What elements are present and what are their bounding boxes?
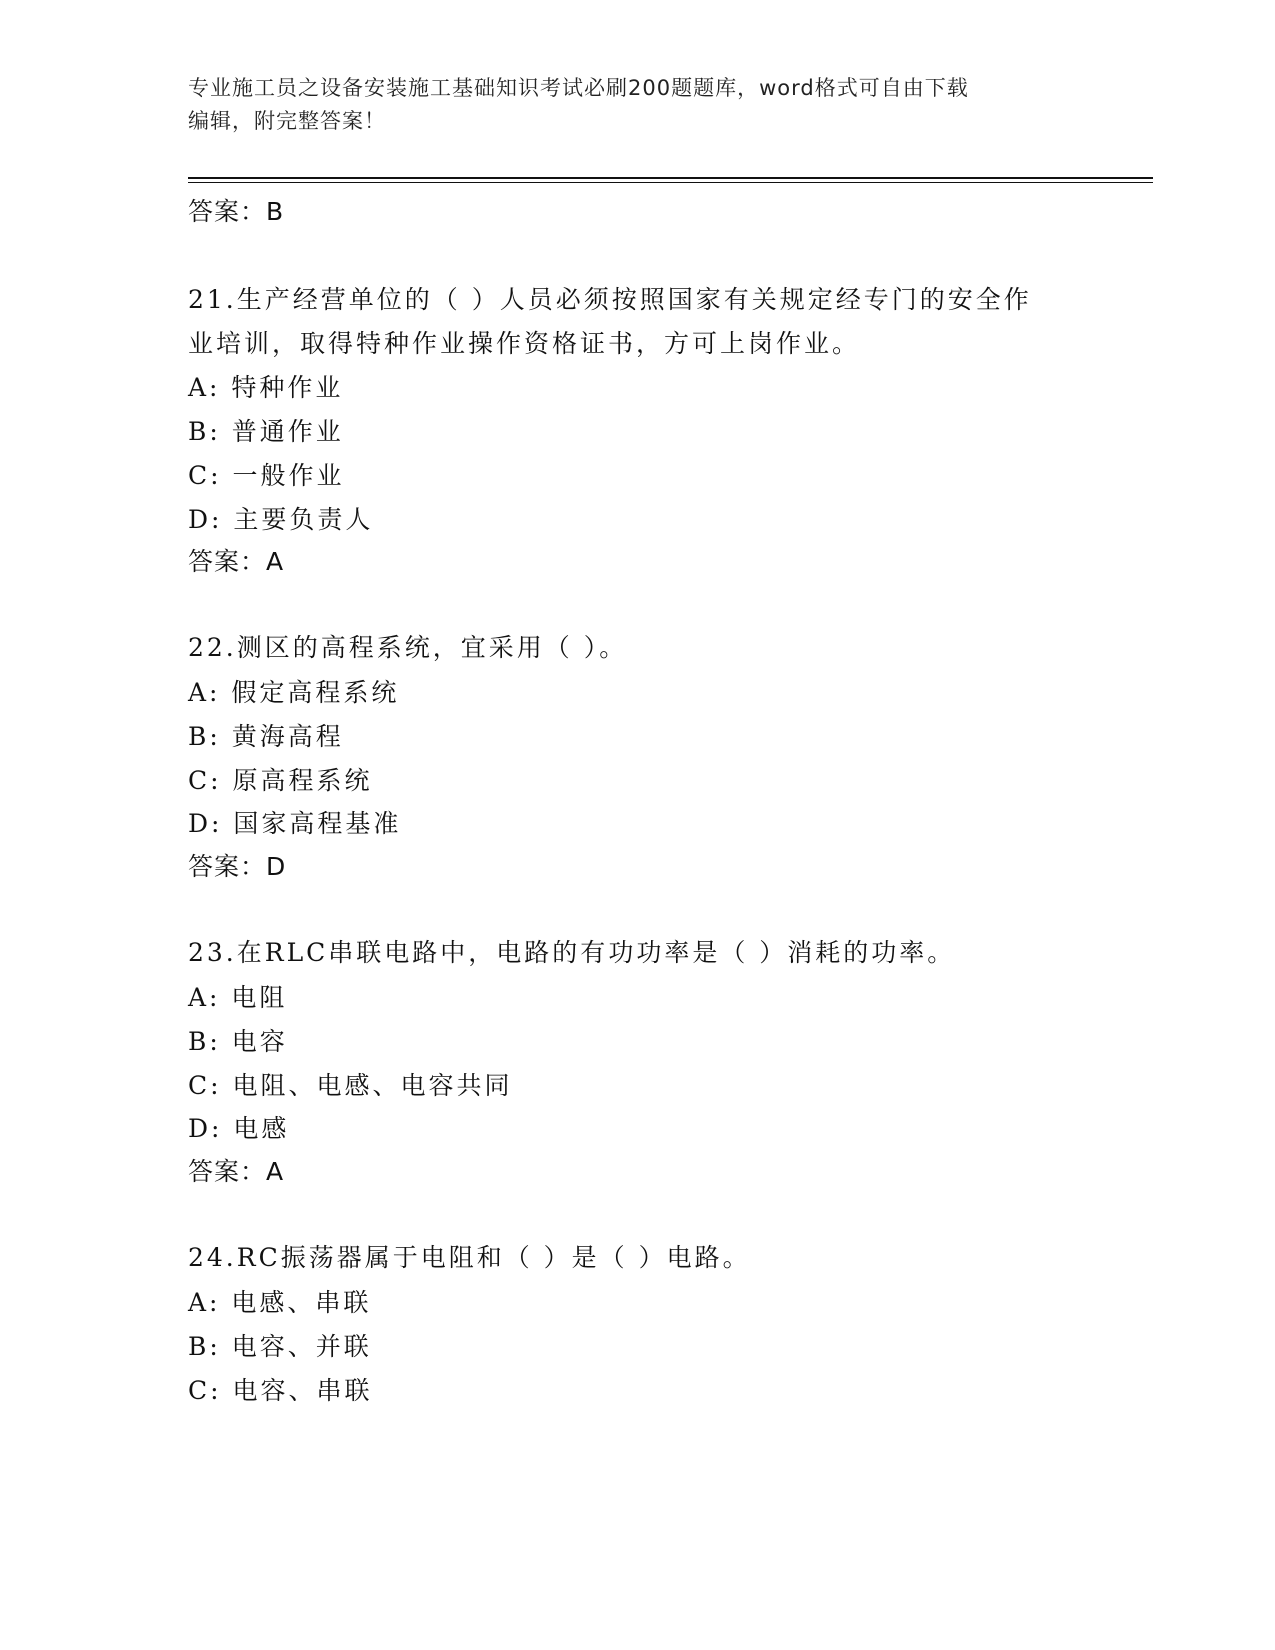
question-23-option-c: C: 电阻、电感、电容共同 xyxy=(188,1071,513,1100)
question-23-option-d: D: 电感 xyxy=(188,1114,290,1143)
question-24-option-b: B: 电容、并联 xyxy=(188,1332,372,1361)
question-21-stem-line-2: 业培训，取得特种作业操作资格证书，方可上岗作业。 xyxy=(188,329,861,358)
question-21-stem-line-1: 21.生产经营单位的（ ）人员必须按照国家有关规定经专门的安全作 xyxy=(188,285,1032,314)
question-22-option-d: D: 国家高程基准 xyxy=(188,809,402,838)
question-21-option-d: D: 主要负责人 xyxy=(188,505,374,534)
question-22-option-c: C: 原高程系统 xyxy=(188,766,373,795)
question-22-option-b: B: 黄海高程 xyxy=(188,722,344,751)
question-24-option-a: A: 电感、串联 xyxy=(188,1288,372,1317)
question-24-option-c: C: 电容、串联 xyxy=(188,1376,373,1405)
question-21-answer: 答案：A xyxy=(188,547,285,576)
question-23-option-a: A: 电阻 xyxy=(188,983,288,1012)
question-22-option-a: A: 假定高程系统 xyxy=(188,678,400,707)
header-divider-thin xyxy=(188,182,1153,183)
question-24-stem: 24.RC振荡器属于电阻和（ ）是（ ）电路。 xyxy=(188,1243,751,1272)
document-header xyxy=(188,72,1088,138)
question-23-option-b: B: 电容 xyxy=(188,1027,288,1056)
header-divider xyxy=(188,177,1153,179)
question-21-option-b: B: 普通作业 xyxy=(188,417,344,446)
header-line-1: 专业施工员之设备安装施工基础知识考试必刷200题题库，word格式可自由下载 xyxy=(188,76,969,100)
previous-answer: 答案：B xyxy=(188,197,285,226)
question-23-stem: 23.在RLC串联电路中，电路的有功功率是（ ）消耗的功率。 xyxy=(188,938,956,967)
question-22-answer: 答案：D xyxy=(188,852,287,881)
question-21-option-a: A: 特种作业 xyxy=(188,373,344,402)
header-line-2: 编辑，附完整答案！ xyxy=(188,109,386,133)
question-22-stem: 22.测区的高程系统，宜采用（ ）。 xyxy=(188,633,628,662)
question-21-option-c: C: 一般作业 xyxy=(188,461,345,490)
question-23-answer: 答案：A xyxy=(188,1157,285,1186)
